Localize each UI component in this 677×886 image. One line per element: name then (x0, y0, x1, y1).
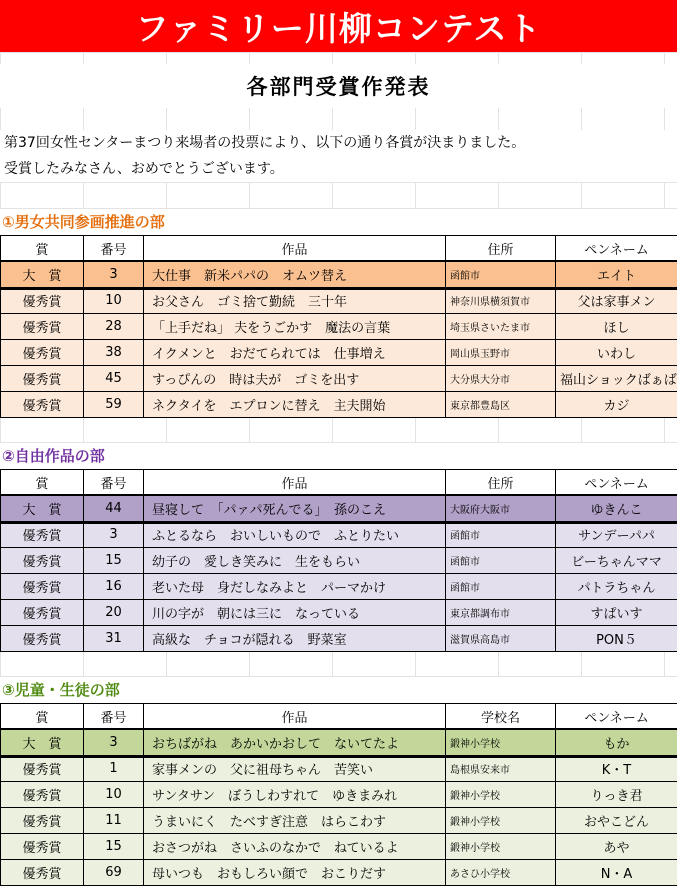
grand-prize-row (1, 262, 677, 288)
grand-prize-row (1, 496, 677, 522)
section-heading-students: ③児童・生徒の部 (0, 677, 677, 703)
award-table-students (0, 703, 677, 886)
penname-cell: あや (556, 834, 677, 860)
address-cell: 東京都調布市 (446, 600, 556, 626)
work-cell: 昼寝して 「パァパ死んでる」 孫のこえ (144, 496, 446, 522)
award-cell: 優秀賞 (1, 288, 84, 314)
intro-text (0, 130, 677, 182)
award-cell: 優秀賞 (1, 574, 84, 600)
penname-cell: ほし (556, 314, 677, 340)
table-header-row (1, 236, 677, 262)
award-table-gender-equality (0, 235, 677, 418)
penname-cell: エイト (556, 262, 677, 288)
number-cell: 20 (84, 600, 144, 626)
address-cell: 島根県安来市 (446, 756, 556, 782)
award-cell: 優秀賞 (1, 808, 84, 834)
address-cell: 鍛神小学校 (446, 808, 556, 834)
penname-cell: りっき君 (556, 782, 677, 808)
penname-cell: K・T (556, 756, 677, 782)
penname-cell: おやこどん (556, 808, 677, 834)
table-header-row (1, 704, 677, 730)
award-cell: 優秀賞 (1, 756, 84, 782)
penname-cell: いわし (556, 340, 677, 366)
work-cell: イクメンと おだてられては 仕事増え (144, 340, 446, 366)
header-award: 賞 (1, 236, 84, 262)
address-cell: 函館市 (446, 574, 556, 600)
table-row (1, 340, 677, 366)
penname-cell: パトラちゃん (556, 574, 677, 600)
address-cell: 大阪府大阪市 (446, 496, 556, 522)
number-cell: 44 (84, 496, 144, 522)
header-number: 番号 (84, 236, 144, 262)
header-work: 作品 (144, 236, 446, 262)
work-cell: おちばがね あかいかおして ないてたよ (144, 730, 446, 756)
award-cell: 優秀賞 (1, 860, 84, 886)
address-cell: 岡山県玉野市 (446, 340, 556, 366)
address-cell: 函館市 (446, 548, 556, 574)
work-cell: 家事メンの 父に祖母ちゃん 苦笑い (144, 756, 446, 782)
number-cell: 11 (84, 808, 144, 834)
section-heading-gender-equality: ①男女共同参画推進の部 (0, 209, 677, 235)
number-cell: 15 (84, 834, 144, 860)
grand-prize-row (1, 730, 677, 756)
header-award: 賞 (1, 704, 84, 730)
table-row (1, 366, 677, 392)
address-cell: 滋賀県高島市 (446, 626, 556, 652)
table-row (1, 314, 677, 340)
number-cell: 38 (84, 340, 144, 366)
number-cell: 16 (84, 574, 144, 600)
number-cell: 15 (84, 548, 144, 574)
penname-cell: すぱいす (556, 600, 677, 626)
penname-cell: 父は家事メン (556, 288, 677, 314)
page-title: ファミリー川柳コンテスト (0, 0, 677, 52)
work-cell: 大仕事 新米パパの オムツ替え (144, 262, 446, 288)
header-address: 住所 (446, 470, 556, 496)
address-cell: 函館市 (446, 522, 556, 548)
number-cell: 3 (84, 262, 144, 288)
penname-cell: 福山ショックばぁば (556, 366, 677, 392)
number-cell: 1 (84, 756, 144, 782)
work-cell: 川の字が 朝には三に なっている (144, 600, 446, 626)
header-penname: ペンネーム (556, 704, 677, 730)
penname-cell: カジ (556, 392, 677, 418)
work-cell: サンタサン ぼうしわすれて ゆきまみれ (144, 782, 446, 808)
header-work: 作品 (144, 470, 446, 496)
work-cell: ふとるなら おいしいもので ふとりたい (144, 522, 446, 548)
number-cell: 10 (84, 782, 144, 808)
table-row (1, 834, 677, 860)
penname-cell: N・A (556, 860, 677, 886)
award-cell: 大 賞 (1, 730, 84, 756)
table-row (1, 782, 677, 808)
penname-cell: PON５ (556, 626, 677, 652)
address-cell: 鍛神小学校 (446, 834, 556, 860)
address-cell: あさひ小学校 (446, 860, 556, 886)
header-address: 住所 (446, 236, 556, 262)
number-cell: 3 (84, 730, 144, 756)
table-row (1, 860, 677, 886)
address-cell: 大分県大分市 (446, 366, 556, 392)
award-cell: 優秀賞 (1, 548, 84, 574)
table-row (1, 600, 677, 626)
table-header-row (1, 470, 677, 496)
award-cell: 大 賞 (1, 496, 84, 522)
award-table-free-work (0, 469, 677, 652)
header-number: 番号 (84, 704, 144, 730)
header-award: 賞 (1, 470, 84, 496)
work-cell: ネクタイを エプロンに替え 主夫開始 (144, 392, 446, 418)
header-address: 学校名 (446, 704, 556, 730)
work-cell: 高級な チョコが隠れる 野菜室 (144, 626, 446, 652)
address-cell: 函館市 (446, 262, 556, 288)
address-cell: 鍛神小学校 (446, 730, 556, 756)
award-cell: 優秀賞 (1, 366, 84, 392)
address-cell: 埼玉県さいたま市 (446, 314, 556, 340)
number-cell: 59 (84, 392, 144, 418)
table-row (1, 574, 677, 600)
work-cell: おさつがね さいふのなかで ねているよ (144, 834, 446, 860)
number-cell: 69 (84, 860, 144, 886)
number-cell: 28 (84, 314, 144, 340)
header-penname: ペンネーム (556, 236, 677, 262)
work-cell: 「上手だね」 夫をうごかす 魔法の言葉 (144, 314, 446, 340)
number-cell: 10 (84, 288, 144, 314)
award-cell: 優秀賞 (1, 314, 84, 340)
award-cell: 優秀賞 (1, 392, 84, 418)
header-work: 作品 (144, 704, 446, 730)
intro-line: 第37回女性センターまつり来場者の投票により、以下の通り各賞が決まりました。 (4, 135, 526, 151)
table-row (1, 808, 677, 834)
award-cell: 優秀賞 (1, 782, 84, 808)
table-row (1, 522, 677, 548)
page-subtitle: 各部門受賞作発表 (0, 64, 677, 108)
penname-cell: もか (556, 730, 677, 756)
table-row (1, 392, 677, 418)
work-cell: すっぴんの 時は夫が ゴミを出す (144, 366, 446, 392)
section-heading-free-work: ②自由作品の部 (0, 443, 677, 469)
address-cell: 鍛神小学校 (446, 782, 556, 808)
address-cell: 神奈川県横須賀市 (446, 288, 556, 314)
award-cell: 大 賞 (1, 262, 84, 288)
intro-line: 受賞したみなさん、おめでとうございます。 (4, 161, 284, 177)
work-cell: うまいにく たべすぎ注意 はらこわす (144, 808, 446, 834)
address-cell: 東京都豊島区 (446, 392, 556, 418)
work-cell: 老いた母 身だしなみよと パーマかけ (144, 574, 446, 600)
work-cell: 母いつも おもしろい顔で おこりだす (144, 860, 446, 886)
number-cell: 45 (84, 366, 144, 392)
penname-cell: ビーちゃんママ (556, 548, 677, 574)
work-cell: 幼子の 愛しき笑みに 生をもらい (144, 548, 446, 574)
award-cell: 優秀賞 (1, 522, 84, 548)
award-cell: 優秀賞 (1, 834, 84, 860)
penname-cell: サンデーパパ (556, 522, 677, 548)
table-row (1, 548, 677, 574)
table-row (1, 626, 677, 652)
table-row (1, 288, 677, 314)
number-cell: 31 (84, 626, 144, 652)
table-row (1, 756, 677, 782)
work-cell: お父さん ゴミ捨て勤続 三十年 (144, 288, 446, 314)
award-cell: 優秀賞 (1, 600, 84, 626)
header-penname: ペンネーム (556, 470, 677, 496)
penname-cell: ゆきんこ (556, 496, 677, 522)
number-cell: 3 (84, 522, 144, 548)
award-cell: 優秀賞 (1, 626, 84, 652)
header-number: 番号 (84, 470, 144, 496)
award-cell: 優秀賞 (1, 340, 84, 366)
